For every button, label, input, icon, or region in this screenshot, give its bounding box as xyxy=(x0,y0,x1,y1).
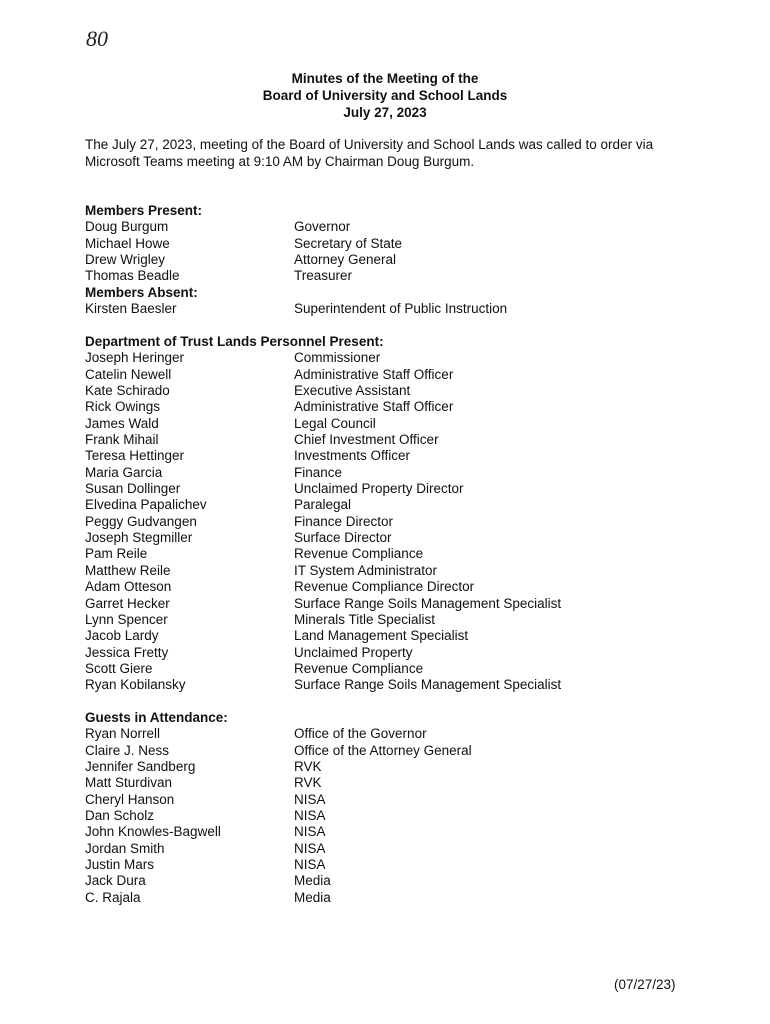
attendee-row xyxy=(85,530,725,546)
attendee-name: C. Rajala xyxy=(85,889,141,905)
attendee-name: Scott Giere xyxy=(85,660,153,676)
attendee-name: Ryan Norrell xyxy=(85,726,161,742)
attendee-title: Administrative Staff Officer xyxy=(294,366,454,382)
attendee-row xyxy=(85,514,725,530)
attendee-row xyxy=(85,596,725,612)
attendee-row xyxy=(85,661,725,677)
attendee-title: NISA xyxy=(294,824,326,840)
attendee-row xyxy=(85,497,725,513)
guests-list xyxy=(85,726,725,906)
attendee-name: Michael Howe xyxy=(85,235,170,251)
attendee-row xyxy=(85,612,725,628)
members-section xyxy=(85,203,725,317)
attendee-row xyxy=(85,367,725,383)
attendee-name: Rick Owings xyxy=(85,399,161,415)
attendee-name: Catelin Newell xyxy=(85,366,172,382)
attendee-title: Paralegal xyxy=(294,497,352,513)
attendee-name: Kate Schirado xyxy=(85,383,170,399)
attendee-row xyxy=(85,873,725,889)
attendee-name: Susan Dollinger xyxy=(85,481,181,497)
attendee-title: NISA xyxy=(294,857,326,873)
attendee-row xyxy=(85,890,725,906)
attendee-title: Secretary of State xyxy=(294,235,403,251)
attendee-row xyxy=(85,268,725,284)
attendee-name: Pam Reile xyxy=(85,546,148,562)
attendee-name: James Wald xyxy=(85,415,159,431)
page-number: 80 xyxy=(86,26,108,51)
attendee-row xyxy=(85,824,725,840)
footer-date: (07/27/23) xyxy=(614,977,676,992)
personnel-heading: Department of Trust Lands Personnel Present: xyxy=(85,334,384,349)
attendee-title: Surface Director xyxy=(294,530,392,546)
attendee-row xyxy=(85,236,725,252)
attendee-title: NISA xyxy=(294,840,326,856)
attendee-name: Matt Sturdivan xyxy=(85,775,173,791)
personnel-section xyxy=(85,334,725,694)
attendee-name: Garret Hecker xyxy=(85,595,170,611)
attendee-title: Administrative Staff Officer xyxy=(294,399,454,415)
attendee-name: Adam Otteson xyxy=(85,579,172,595)
members-absent-list xyxy=(85,301,725,317)
attendee-title: Governor xyxy=(294,219,351,235)
attendee-name: Jessica Fretty xyxy=(85,644,169,660)
attendee-row xyxy=(85,546,725,562)
attendee-row xyxy=(85,219,725,235)
attendee-name: Joseph Heringer xyxy=(85,350,185,366)
attendee-row xyxy=(85,677,725,693)
attendee-name: Jennifer Sandberg xyxy=(85,759,196,775)
intro-paragraph: The July 27, 2023, meeting of the Board of University and School Lands was called to order via Microsoft Teams meeting at 9:10 AM by Chairman Doug Burgum. xyxy=(85,137,654,169)
attendee-name: Drew Wrigley xyxy=(85,252,166,268)
attendee-title: Minerals Title Specialist xyxy=(294,611,436,627)
members-absent-heading: Members Absent: xyxy=(85,284,198,300)
attendee-row xyxy=(85,383,725,399)
attendee-title: IT System Administrator xyxy=(294,562,438,578)
attendee-name: Doug Burgum xyxy=(85,219,169,235)
attendee-title: Media xyxy=(294,873,331,889)
attendee-row xyxy=(85,252,725,268)
attendee-title: Office of the Attorney General xyxy=(294,742,472,758)
guests-section xyxy=(85,710,725,906)
attendee-name: Matthew Reile xyxy=(85,562,171,578)
attendee-title: RVK xyxy=(294,775,322,791)
members-present-heading: Members Present: xyxy=(85,203,203,218)
attendee-name: Peggy Gudvangen xyxy=(85,513,197,529)
attendee-title: Unclaimed Property Director xyxy=(294,481,464,497)
attendee-row xyxy=(85,579,725,595)
attendee-name: Cheryl Hanson xyxy=(85,791,175,807)
attendee-title: Superintendent of Public Instruction xyxy=(294,301,508,317)
attendee-name: Kirsten Baesler xyxy=(85,301,177,317)
attendee-row xyxy=(85,563,725,579)
attendee-name: Jack Dura xyxy=(85,873,146,889)
attendee-name: Teresa Hettinger xyxy=(85,448,185,464)
attendee-row xyxy=(85,808,725,824)
personnel-list xyxy=(85,350,725,693)
attendee-title: Surface Range Soils Management Specialist xyxy=(294,595,562,611)
attendee-title: NISA xyxy=(294,791,326,807)
attendee-row xyxy=(85,481,725,497)
header-line-3: July 27, 2023 xyxy=(343,105,427,120)
attendee-title: Finance Director xyxy=(294,513,394,529)
attendee-title: Revenue Compliance xyxy=(294,660,424,676)
attendee-name: Joseph Stegmiller xyxy=(85,530,193,546)
attendee-row xyxy=(85,399,725,415)
attendee-title: Investments Officer xyxy=(294,448,411,464)
guests-heading: Guests in Attendance: xyxy=(85,710,228,725)
attendee-row xyxy=(85,857,725,873)
attendee-name: Elvedina Papalichev xyxy=(85,497,207,513)
members-present-list xyxy=(85,219,725,284)
attendee-title: Finance xyxy=(294,464,343,480)
attendee-name: Claire J. Ness xyxy=(85,742,170,758)
attendee-title: Revenue Compliance Director xyxy=(294,579,475,595)
attendee-title: Executive Assistant xyxy=(294,383,411,399)
attendee-name: Ryan Kobilansky xyxy=(85,677,186,693)
header-line-2: Board of University and School Lands xyxy=(262,88,508,103)
attendee-name: Lynn Spencer xyxy=(85,611,168,627)
attendee-row xyxy=(85,792,725,808)
attendee-name: Justin Mars xyxy=(85,857,155,873)
attendee-title: Attorney General xyxy=(294,252,397,268)
attendee-name: Jacob Lardy xyxy=(85,628,159,644)
attendee-title: Surface Range Soils Management Specialist xyxy=(294,677,562,693)
attendee-row xyxy=(85,448,725,464)
attendee-title: RVK xyxy=(294,759,322,775)
attendee-row xyxy=(85,841,725,857)
attendee-row xyxy=(85,301,725,317)
attendee-row xyxy=(85,628,725,644)
attendee-row xyxy=(85,726,725,742)
attendee-name: Jordan Smith xyxy=(85,840,165,856)
attendee-title: NISA xyxy=(294,808,326,824)
attendee-row xyxy=(85,759,725,775)
attendee-name: Maria Garcia xyxy=(85,464,163,480)
header-line-1: Minutes of the Meeting of the xyxy=(291,71,479,86)
attendee-row xyxy=(85,416,725,432)
attendee-name: Dan Scholz xyxy=(85,808,155,824)
attendee-row xyxy=(85,743,725,759)
attendee-title: Unclaimed Property xyxy=(294,644,413,660)
attendee-title: Legal Council xyxy=(294,415,376,431)
attendee-name: Frank Mihail xyxy=(85,432,159,448)
attendee-title: Revenue Compliance xyxy=(294,546,424,562)
attendee-row xyxy=(85,465,725,481)
attendee-name: Thomas Beadle xyxy=(85,268,180,284)
attendee-title: Office of the Governor xyxy=(294,726,427,742)
attendee-row xyxy=(85,775,725,791)
attendee-row xyxy=(85,432,725,448)
attendee-row xyxy=(85,350,725,366)
attendee-title: Land Management Specialist xyxy=(294,628,469,644)
attendee-name: John Knowles-Bagwell xyxy=(85,824,221,840)
attendee-title: Commissioner xyxy=(294,350,381,366)
document-header xyxy=(0,70,770,121)
attendee-title: Media xyxy=(294,889,331,905)
attendee-title: Treasurer xyxy=(294,268,353,284)
attendee-row xyxy=(85,645,725,661)
attendee-title: Chief Investment Officer xyxy=(294,432,439,448)
